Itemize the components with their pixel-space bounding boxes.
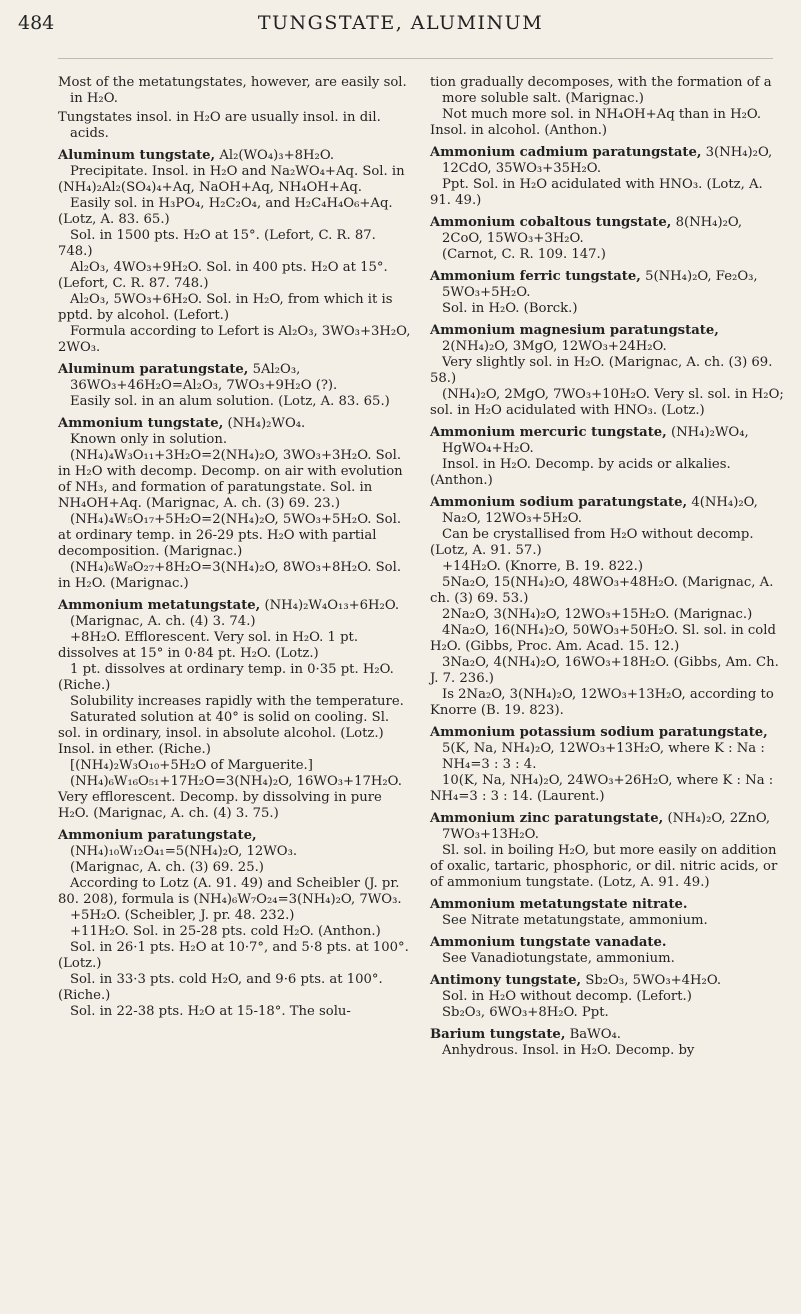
entry-text: 3(NH₄)₂O, 12CdO, 35WO₃+35H₂O. [442,145,773,176]
entry-text: 8(NH₄)₂O, 2CoO, 15WO₃+3H₂O. [442,215,743,246]
entry-text: 5Na₂O, 15(NH₄)₂O, 48WO₃+48H₂O. (Marignac, A. ch. (3) 69. 53.) [430,575,774,606]
entry-text: (NH₄)₆W₈O₂₇+8H₂O=3(NH₄)₂O, 8WO₃+8H₂O. Sol. in H₂O. (Marignac.) [58,560,402,591]
entry-paragraph [430,457,786,489]
compound-title: Ammonium tungstate, [58,416,224,431]
compound-title: Ammonium paratungstate, [58,828,257,843]
entry-paragraph [58,774,414,822]
compound-title: Barium tungstate, [430,1027,566,1042]
entry-paragraph [430,773,786,805]
entry-paragraph [58,972,414,1004]
entry-paragraph [430,623,786,655]
entry-heading [430,495,786,527]
entry-paragraph [430,527,786,559]
entry-heading [430,215,786,247]
entry-text: (Carnot, C. R. 109. 147.) [442,247,606,262]
entry-text: (NH₄)₂O, 2MgO, 7WO₃+10H₂O. Very sl. sol. in H₂O; sol. in H₂O acidulated with HNO₃. (Lotz.) [430,387,784,418]
entry-heading [58,828,414,860]
entry-paragraph [58,260,414,292]
entry-text: Very slightly sol. in H₂O. (Marignac, A. ch. (3) 69. 58.) [430,355,773,386]
entry-paragraph [58,110,414,142]
entry-text: +5H₂O. (Scheibler, J. pr. 48. 232.) [70,908,295,923]
entry-heading [58,598,414,630]
entry-text: 5(K, Na, NH₄)₂O, 12WO₃+13H₂O, where K : Na : NH₄=3 : 3 : 4. [442,741,765,772]
entry-heading [430,935,786,951]
entry-paragraph [430,355,786,387]
compound-title: Ammonium sodium paratungstate, [430,495,688,510]
entry-paragraph [58,662,414,694]
entry-paragraph [430,301,786,317]
entry-paragraph [430,655,786,687]
entry-text: Most of the metatungstates, however, are easily sol. in H₂O. [58,75,407,106]
entry-heading [58,362,414,394]
entry-heading [430,1027,786,1043]
entry-text: 10(K, Na, NH₄)₂O, 24WO₃+26H₂O, where K : Na : NH₄=3 : 3 : 14. (Laurent.) [430,773,774,804]
entry-text: 2(NH₄)₂O, 3MgO, 12WO₃+24H₂O. [442,339,667,354]
compound-title: Ammonium potassium sodium paratungstate, [430,725,768,740]
entry-paragraph [58,432,414,448]
right-column [430,72,786,1059]
compound-title: Antimony tungstate, [430,973,582,988]
entry-text: 5Al₂O₃, 36WO₃+46H₂O=Al₂O₃, 7WO₃+9H₂O (?). [70,362,338,393]
entry-text: [(NH₄)₂W₃O₁₀+5H₂O of Marguerite.] [70,758,313,773]
entry-paragraph [58,694,414,710]
running-title: TUNGSTATE, ALUMINUM [257,12,544,34]
entry-paragraph [430,989,786,1005]
entry-heading [430,323,786,355]
entry-text: Sb₂O₃, 5WO₃+4H₂O. [581,973,722,988]
entry-text: Easily sol. in an alum solution. (Lotz, A. 83. 65.) [70,394,390,409]
entry-text: Known only in solution. [70,432,228,447]
entry-paragraph [58,860,414,876]
entry-text: Not much more sol. in NH₄OH+Aq than in H₂O. Insol. in alcohol. (Anthon.) [430,107,762,138]
entry-text: Solubility increases rapidly with the temperature. [70,694,404,709]
entry-text: (NH₄)₂W₄O₁₃+6H₂O. (Marignac, A. ch. (4) 3. 74.) [70,598,400,629]
entry-paragraph [430,1005,786,1021]
entry-heading [58,416,414,432]
entry-heading [430,811,786,843]
entry-paragraph [58,324,414,356]
entry-text: (NH₄)₄W₅O₁₇+5H₂O=2(NH₄)₂O, 5WO₃+5H₂O. Sol. at ordinary temp. in 26-29 pts. H₂O with partial decomposition. (Marignac.) [58,512,402,559]
entry-paragraph [58,1004,414,1020]
compound-title: Ammonium metatungstate nitrate. [430,897,688,912]
compound-title: Aluminum tungstate, [58,148,216,163]
entry-text: See Nitrate metatungstate, ammonium. [442,913,708,928]
entry-text: +11H₂O. Sol. in 25-28 pts. cold H₂O. (Anthon.) [70,924,381,939]
entry-text: (NH₄)₂O, 2ZnO, 7WO₃+13H₂O. [442,811,771,842]
entry-paragraph [430,107,786,139]
entry-paragraph [58,710,414,758]
entry-paragraph [58,940,414,972]
entry-paragraph [430,607,786,623]
entry-text: 2Na₂O, 3(NH₄)₂O, 12WO₃+15H₂O. (Marignac.) [442,607,753,622]
entry-text: According to Lotz (A. 91. 49) and Scheibler (J. pr. 80. 208), formula is (NH₄)₆W₇O₂₄=3(NH₄)₂O, 7WO₃. [58,876,402,907]
entry-paragraph [58,876,414,908]
page-number: 484 [18,12,55,34]
entry-text: Formula according to Lefort is Al₂O₃, 3WO₃+3H₂O, 2WO₃. [58,324,411,355]
entry-text: 5(NH₄)₂O, Fe₂O₃, 5WO₃+5H₂O. [442,269,758,300]
entry-paragraph [430,687,786,719]
compound-title: Ammonium tungstate vanadate. [430,935,667,950]
compound-title: Ammonium cadmium paratungstate, [430,145,702,160]
entry-paragraph [58,394,414,410]
entry-paragraph [58,448,414,512]
entry-text: Easily sol. in H₃PO₄, H₂C₂O₄, and H₂C₄H₄O₆+Aq. (Lotz, A. 83. 65.) [58,196,393,227]
entry-heading [430,145,786,177]
entry-paragraph [430,575,786,607]
entry-text: (NH₄)₁₀W₁₂O₄₁=5(NH₄)₂O, 12WO₃. [70,844,298,859]
entry-paragraph [430,913,786,929]
entry-text: (Marignac, A. ch. (3) 69. 25.) [70,860,264,875]
compound-title: Ammonium zinc paratungstate, [430,811,664,826]
entry-paragraph [58,164,414,196]
entry-text: 4(NH₄)₂O, Na₂O, 12WO₃+5H₂O. [442,495,758,526]
entry-paragraph [58,512,414,560]
entry-paragraph [58,630,414,662]
entry-text: Sol. in 33·3 pts. cold H₂O, and 9·6 pts. at 100°. (Riche.) [58,972,383,1003]
entry-text: Saturated solution at 40° is solid on cooling. Sl. sol. in ordinary, insol. in absolute alcohol. (Lotz.) Insol. in ether. (Riche.) [58,710,390,757]
entry-heading [430,425,786,457]
entry-text: Sol. in 26·1 pts. H₂O at 10·7°, and 5·8 pts. at 100°. (Lotz.) [58,940,409,971]
entry-heading [430,725,786,773]
entry-text: Anhydrous. Insol. in H₂O. Decomp. by [442,1043,695,1058]
entry-paragraph [58,908,414,924]
entry-text: Sl. sol. in boiling H₂O, but more easily on addition of oxalic, tartaric, phosphoric, or dil. nitric acids, or of ammonium tungstate. (Lotz, A. 91. 49.) [430,843,778,890]
entry-text: Al₂(WO₄)₃+8H₂O. [215,148,335,163]
entry-paragraph [58,560,414,592]
entry-paragraph [58,292,414,324]
entry-text: Sol. in H₂O without decomp. (Lefort.) [442,989,692,1004]
entry-text: (NH₄)₄W₃O₁₁+3H₂O=2(NH₄)₂O, 3WO₃+3H₂O. Sol. in H₂O with decomp. Decomp. on air with evolution of NH₃, and formation of paratungstate. Sol. in NH₄OH+Aq. (Marignac, A. ch. (3) 69. 23.) [58,448,403,511]
compound-title: Ammonium metatungstate, [58,598,261,613]
entry-paragraph [58,758,414,774]
entry-text: See Vanadiotungstate, ammonium. [442,951,675,966]
entry-text: BaWO₄. [565,1027,621,1042]
entry-text: Sol. in 1500 pts. H₂O at 15°. (Lefort, C. R. 87. 748.) [58,228,376,259]
entry-text: +14H₂O. (Knorre, B. 19. 822.) [442,559,644,574]
entry-paragraph [430,387,786,419]
compound-title: Ammonium ferric tungstate, [430,269,641,284]
compound-title: Ammonium cobaltous tungstate, [430,215,672,230]
entry-text: 4Na₂O, 16(NH₄)₂O, 50WO₃+50H₂O. Sl. sol. in cold H₂O. (Gibbs, Proc. Am. Acad. 15. 12.) [430,623,776,654]
entry-text: Sol. in 22-38 pts. H₂O at 15-18°. The solu- [70,1004,351,1019]
entry-text: Insol. in H₂O. Decomp. by acids or alkalies. (Anthon.) [430,457,731,488]
entry-text: Can be crystallised from H₂O without decomp. (Lotz, A. 91. 57.) [430,527,754,558]
entry-paragraph [58,75,414,107]
compound-title: Ammonium mercuric tungstate, [430,425,667,440]
compound-title: Ammonium magnesium paratungstate, [430,323,719,338]
left-column [58,72,414,1020]
entry-paragraph [430,951,786,967]
entry-text: 1 pt. dissolves at ordinary temp. in 0·35 pt. H₂O. (Riche.) [58,662,394,693]
header-rule [58,58,773,59]
entry-paragraph [58,228,414,260]
entry-text: +8H₂O. Efflorescent. Very sol. in H₂O. 1 pt. dissolves at 15° in 0·84 pt. H₂O. (Lotz.) [58,630,359,661]
entry-paragraph [430,177,786,209]
entry-paragraph [430,75,786,107]
entry-text: Precipitate. Insol. in H₂O and Na₂WO₄+Aq. Sol. in (NH₄)₂Al₂(SO₄)₄+Aq, NaOH+Aq, NH₄OH+Aq. [58,164,405,195]
entry-text: Sb₂O₃, 6WO₃+8H₂O. Ppt. [442,1005,609,1020]
entry-paragraph [58,924,414,940]
entry-paragraph [430,559,786,575]
entry-heading [430,269,786,301]
entry-text: 3Na₂O, 4(NH₄)₂O, 16WO₃+18H₂O. (Gibbs, Am. Ch. J. 7. 236.) [430,655,779,686]
entry-paragraph [58,196,414,228]
entry-text: (NH₄)₂WO₄, HgWO₄+H₂O. [442,425,749,456]
entry-heading [430,897,786,913]
entry-heading [430,973,786,989]
entry-paragraph [430,247,786,263]
entry-text: (NH₄)₂WO₄. [223,416,306,431]
entry-heading [58,148,414,164]
entry-text: Al₂O₃, 4WO₃+9H₂O. Sol. in 400 pts. H₂O at 15°. (Lefort, C. R. 87. 748.) [58,260,388,291]
entry-paragraph [430,843,786,891]
entry-text: tion gradually decomposes, with the formation of a more soluble salt. (Marignac.) [430,75,772,106]
entry-text: Tungstates insol. in H₂O are usually insol. in dil. acids. [58,110,381,141]
entry-paragraph [430,1043,786,1059]
entry-text: Al₂O₃, 5WO₃+6H₂O. Sol. in H₂O, from which it is pptd. by alcohol. (Lefort.) [58,292,393,323]
compound-title: Aluminum paratungstate, [58,362,249,377]
entry-text: Ppt. Sol. in H₂O acidulated with HNO₃. (Lotz, A. 91. 49.) [430,177,763,208]
entry-text: (NH₄)₆W₁₆O₅₁+17H₂O=3(NH₄)₂O, 16WO₃+17H₂O. Very efflorescent. Decomp. by dissolving in pure H₂O. (Marignac, A. ch. (4) 3. 75.) [58,774,402,821]
entry-text: Is 2Na₂O, 3(NH₄)₂O, 12WO₃+13H₂O, according to Knorre (B. 19. 823). [430,687,774,718]
entry-text: Sol. in H₂O. (Borck.) [442,301,578,316]
